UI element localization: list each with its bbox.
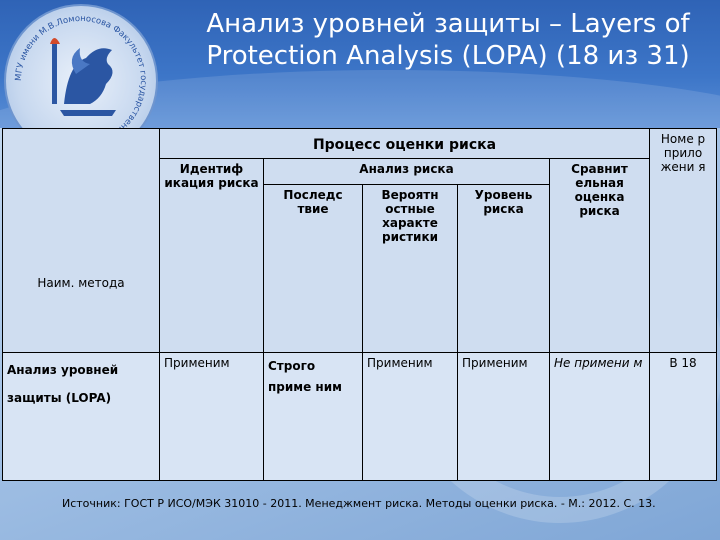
header-comparative: Сравнит ельная оценка риска — [550, 159, 650, 353]
cell-identification: Применим — [160, 353, 264, 481]
header-level: Уровень риска — [458, 185, 550, 353]
method-name-cell: Анализ уровней защиты (LOPA) — [3, 353, 160, 481]
griffin-emblem-icon — [46, 34, 126, 120]
cell-consequence: Строго приме ним — [264, 353, 363, 481]
slide-title: Анализ уровней защиты – Layers of Protection Analysis (LOPA) (18 из 31) — [206, 9, 690, 71]
header-consequence: Последс твие — [264, 185, 363, 353]
cell-probability: Применим — [363, 353, 458, 481]
header-identification: Идентиф икация риска — [160, 159, 264, 353]
header-probability: Вероятн остные характе ристики — [363, 185, 458, 353]
cell-appendix: B 18 — [650, 353, 717, 481]
lopa-table — [2, 128, 717, 481]
header-appendix-number: Номе р прило жени я — [650, 129, 717, 353]
header-process: Процесс оценки риска — [160, 129, 650, 159]
table-row — [3, 353, 717, 481]
header-method-name: Наим. метода — [3, 129, 160, 353]
cell-comparative: Не примени м — [550, 353, 650, 481]
cell-level: Применим — [458, 353, 550, 481]
source-citation: Источник: ГОСТ Р ИСО/МЭК 31010 - 2011. Менеджмент риска. Методы оценки риска. - М.: 2012. С. 13. — [62, 497, 656, 510]
header-analysis: Анализ риска — [264, 159, 550, 185]
svg-text:МГУ имени М.В.Ломоносова Факу: МГУ имени М.В.Ломоносова Факультет государственного управления — [13, 13, 149, 149]
